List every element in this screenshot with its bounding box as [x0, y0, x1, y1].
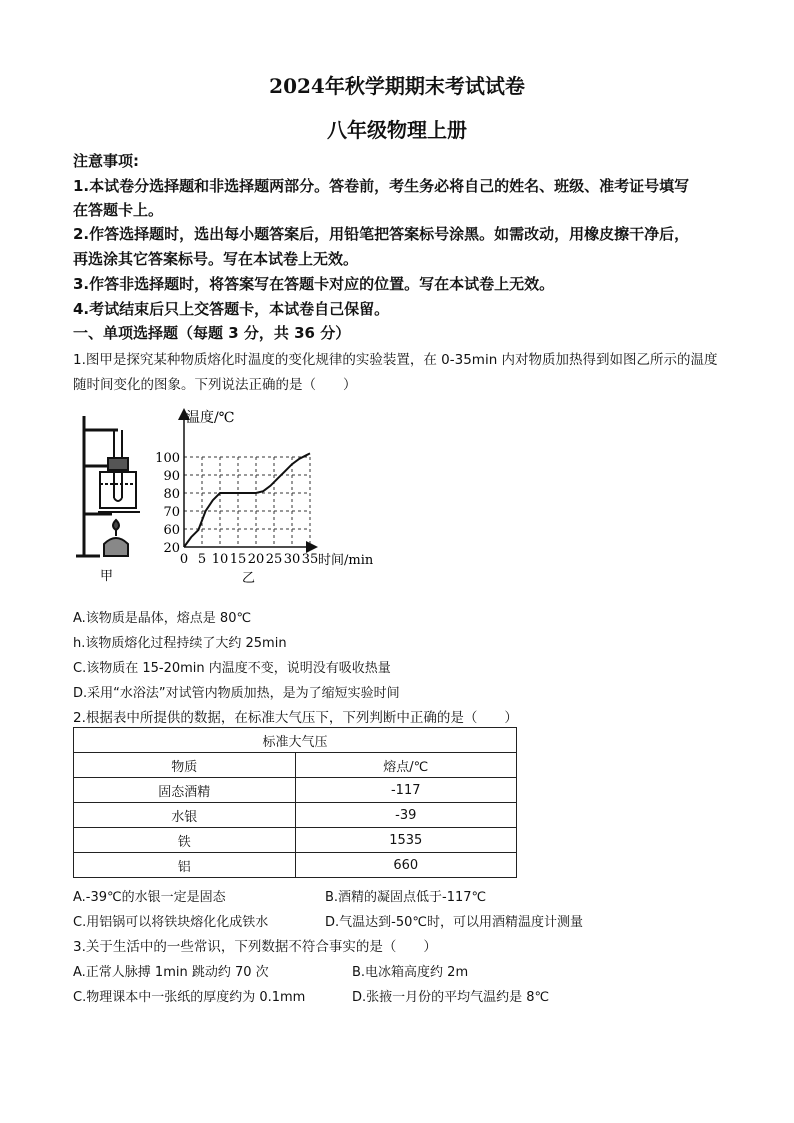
q1-option-d[interactable]: D.采用“水浴法”对试管内物质加热，是为了缩短实验时间 [73, 686, 400, 701]
table-title-row [74, 728, 517, 753]
q3-option-a[interactable]: A.正常人脉搏 1min 跳动约 70 次 [73, 965, 269, 980]
q3-option-d[interactable]: D.张掖一月份的平均气温约是 8℃ [352, 990, 550, 1005]
apparatus-label: 甲 [100, 569, 114, 584]
q2-option-c[interactable]: C.用铝锅可以将铁块熔化化成铁水 [73, 915, 269, 930]
melting-point-value: 660 [295, 853, 517, 878]
q3-stem: 3.关于生活中的一些常识，下列数据不符合事实的是（ ） [73, 939, 437, 955]
x-tick-label: 35 [301, 552, 319, 567]
temperature-series-line [184, 453, 310, 547]
alcohol-lamp [104, 520, 128, 556]
q1-option-a[interactable]: A.该物质是晶体，熔点是 80℃ [73, 611, 252, 626]
iron-stand [76, 416, 118, 556]
x-tick-label: 15 [229, 552, 247, 567]
x-tick-label: 0 [179, 552, 189, 567]
notice-heading: 注意事项: [73, 152, 139, 170]
substance-name: 固态酒精 [74, 778, 296, 803]
x-tick-label: 25 [265, 552, 283, 567]
chart-grid [184, 457, 310, 547]
q3-option-c[interactable]: C.物理课本中一张纸的厚度约为 0.1mm [73, 990, 306, 1005]
x-axis-label: 时间/min [318, 553, 374, 568]
table-title: 标准大气压 [74, 728, 517, 753]
notice-line-3: 3.作答非选择题时，将答案写在答题卡对应的位置。写在本试卷上无效。 [73, 275, 555, 293]
exam-subtitle: 八年级物理上册 [327, 118, 467, 142]
substance-name: 水银 [74, 803, 296, 828]
col-melting-header: 熔点/℃ [295, 753, 517, 778]
q2-option-a[interactable]: A.-39℃的水银一定是固态 [73, 890, 226, 905]
q2-stem: 2.根据表中所提供的数据，在标准大气压下，下列判断中正确的是（ ） [73, 710, 518, 726]
y-tick-label: 80 [163, 487, 180, 502]
q1-option-b[interactable]: h.该物质熔化过程持续了大约 25min [73, 636, 287, 651]
notice-line-2b: 再选涂其它答案标号。写在本试卷上无效。 [73, 250, 359, 268]
notice-line-4: 4.考试结束后只上交答题卡，本试卷自己保留。 [73, 300, 390, 318]
melting-point-value: -117 [295, 778, 517, 803]
exam-title: 2024年秋学期期末考试试卷 [269, 74, 525, 98]
q1-option-c[interactable]: C.该物质在 15-20min 内温度不变，说明没有吸收热量 [73, 661, 391, 676]
temperature-time-chart [150, 404, 390, 588]
q3-option-b[interactable]: B.电冰箱高度约 2m [352, 965, 469, 980]
test-tube [108, 430, 128, 501]
graph-label: 乙 [242, 571, 256, 586]
chart-ticks [155, 451, 318, 567]
section-1-heading: 一、单项选择题（每题 3 分，共 36 分） [73, 324, 351, 342]
q2-option-d[interactable]: D.气温达到-50℃时，可以用酒精温度计测量 [325, 915, 583, 930]
col-substance-header: 物质 [74, 753, 296, 778]
melting-point-value: 1535 [295, 828, 517, 853]
table-row [74, 853, 517, 878]
table-header-row [74, 753, 517, 778]
apparatus-figure [70, 408, 150, 588]
notice-line-1b: 在答题卡上。 [73, 201, 164, 219]
substance-name: 铁 [74, 828, 296, 853]
table-row [74, 828, 517, 853]
notice-line-1a: 1.本试卷分选择题和非选择题两部分。答卷前，考生务必将自己的姓名、班级、准考证号填写 [73, 177, 690, 195]
notice-line-2a: 2.作答选择题时，选出每小题答案后，用铅笔把答案标号涂黑。如需改动，用橡皮擦干净后， [73, 225, 690, 243]
table-row [74, 778, 517, 803]
substance-name: 铝 [74, 853, 296, 878]
x-tick-label: 30 [283, 552, 301, 567]
y-axis-label: 温度/℃ [186, 410, 235, 426]
q2-option-b[interactable]: B.酒精的凝固点低于-117℃ [325, 890, 487, 905]
x-tick-label: 10 [211, 552, 229, 567]
y-tick-label: 90 [163, 469, 180, 484]
table-row [74, 803, 517, 828]
melting-point-value: -39 [295, 803, 517, 828]
q1-stem-line-1: 1.图甲是探究某种物质熔化时温度的变化规律的实验装置，在 0-35min 内对物质加热得到如图乙所示的温度 [73, 352, 718, 368]
y-tick-label: 100 [155, 451, 180, 466]
y-tick-label: 60 [163, 523, 180, 538]
x-tick-label: 20 [247, 552, 265, 567]
q1-stem-line-2: 随时间变化的图象。下列说法正确的是（ ） [73, 377, 357, 393]
melting-point-table [73, 727, 517, 878]
x-tick-label: 5 [197, 552, 207, 567]
y-tick-label: 70 [163, 505, 180, 520]
beaker [100, 472, 136, 508]
y-tick-label: 20 [163, 541, 180, 556]
